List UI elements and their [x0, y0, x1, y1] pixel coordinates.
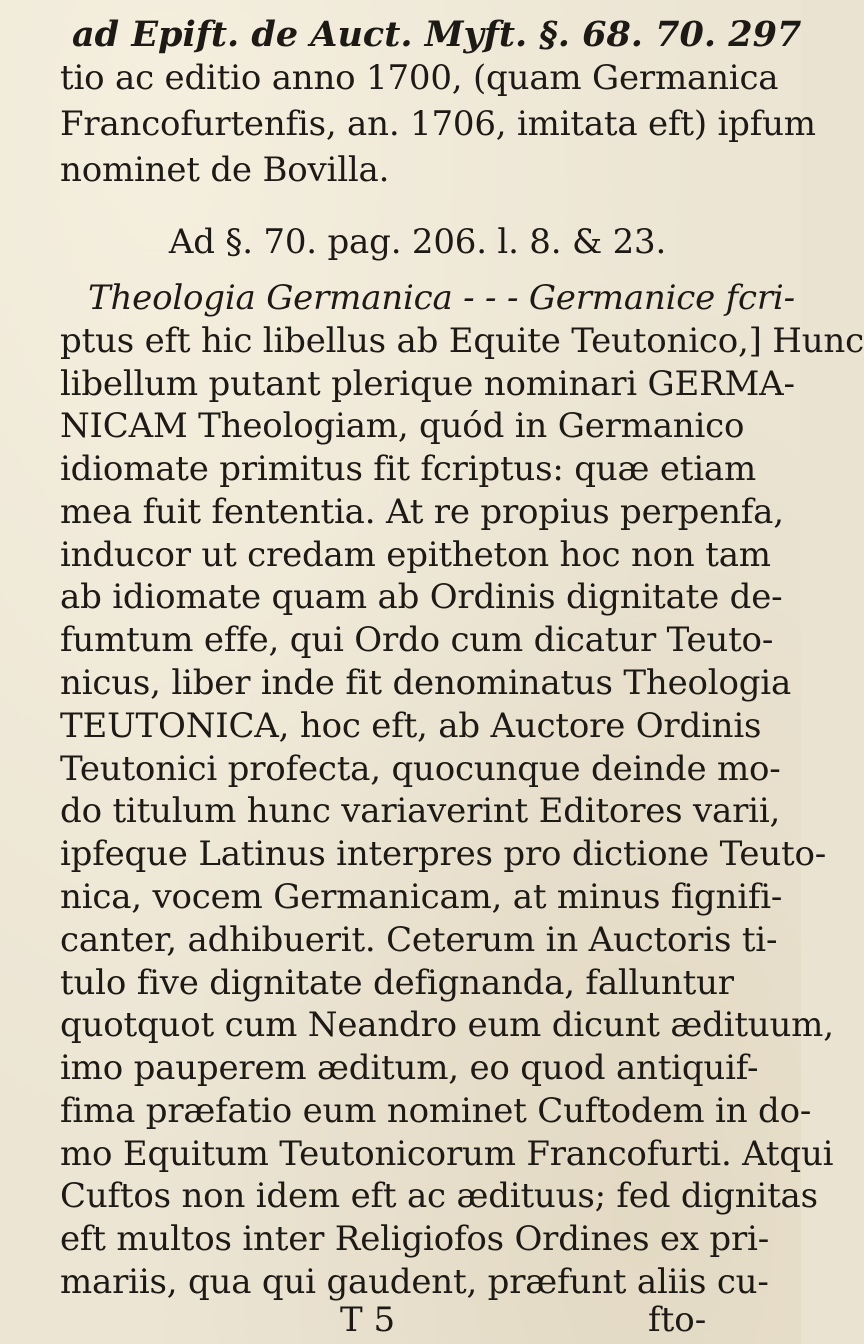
text-line: nicus, liber inde fit denominatus Theologia [60, 663, 792, 703]
text-line: Francofurtenfis, an. 1706, imitata eft) ipfum [60, 104, 816, 144]
text-line: ipfeque Latinus interpres pro dictione Teuto- [60, 834, 827, 874]
text-line: fumtum effe, qui Ordo cum dicatur Teuto- [60, 620, 774, 660]
text-line: libellum putant plerique nominari GERMA- [60, 364, 795, 404]
text-line: eft multos inter Religiofos Ordines ex pri- [60, 1219, 770, 1259]
text-line: inducor ut credam epitheton hoc non tam [60, 535, 771, 575]
text-line: NICAM Theologiam, quód in Germanico [60, 406, 745, 446]
text-line: quotquot cum Neandro eum dicunt ædituum, [60, 1005, 834, 1045]
text-line: mea fuit fententia. At re propius perpenfa, [60, 492, 784, 532]
text-line: mariis, qua qui gaudent, præfunt aliis cu- [60, 1262, 769, 1302]
text-line: ab idiomate quam ab Ordinis dignitate de- [60, 577, 783, 617]
text-line: imo pauperem æditum, eo quod antiquif- [60, 1048, 759, 1088]
text-line: TEUTONICA, hoc eft, ab Auctore Ordinis [60, 706, 762, 746]
text-line: fima præfatio eum nominet Cuftodem in do- [60, 1091, 812, 1131]
text-line: tio ac editio anno 1700, (quam Germanica [60, 58, 779, 98]
running-header: ad Epift. de Auct. Myft. §. 68. 70. 297 [72, 14, 802, 55]
text-line: do titulum hunc variaverint Editores varii, [60, 791, 781, 831]
text-line: nica, vocem Germanicam, at minus fignifi- [60, 877, 783, 917]
text-line: canter, adhibuerit. Ceterum in Auctoris ti- [60, 920, 778, 960]
signature-mark: T 5 [340, 1300, 396, 1340]
text-line: Theologia Germanica - - - Germanice fcri- [88, 278, 795, 318]
section-heading: Ad §. 70. pag. 206. l. 8. & 23. [168, 222, 667, 262]
text-line: Cuftos non idem eft ac ædituus; fed dignitas [60, 1176, 818, 1216]
text-line: mo Equitum Teutonicorum Francofurti. Atqui [60, 1134, 834, 1174]
text-line: idiomate primitus fit fcriptus: quæ etiam [60, 449, 757, 489]
text-line: ptus eft hic libellus ab Equite Teutonico,] Hunc [60, 321, 864, 361]
text-line: tulo five dignitate defignanda, falluntur [60, 963, 734, 1003]
text-line: nominet de Bovilla. [60, 150, 390, 190]
catchword: fto- [648, 1300, 707, 1340]
text-line: Teutonici profecta, quocunque deinde mo- [60, 749, 781, 789]
